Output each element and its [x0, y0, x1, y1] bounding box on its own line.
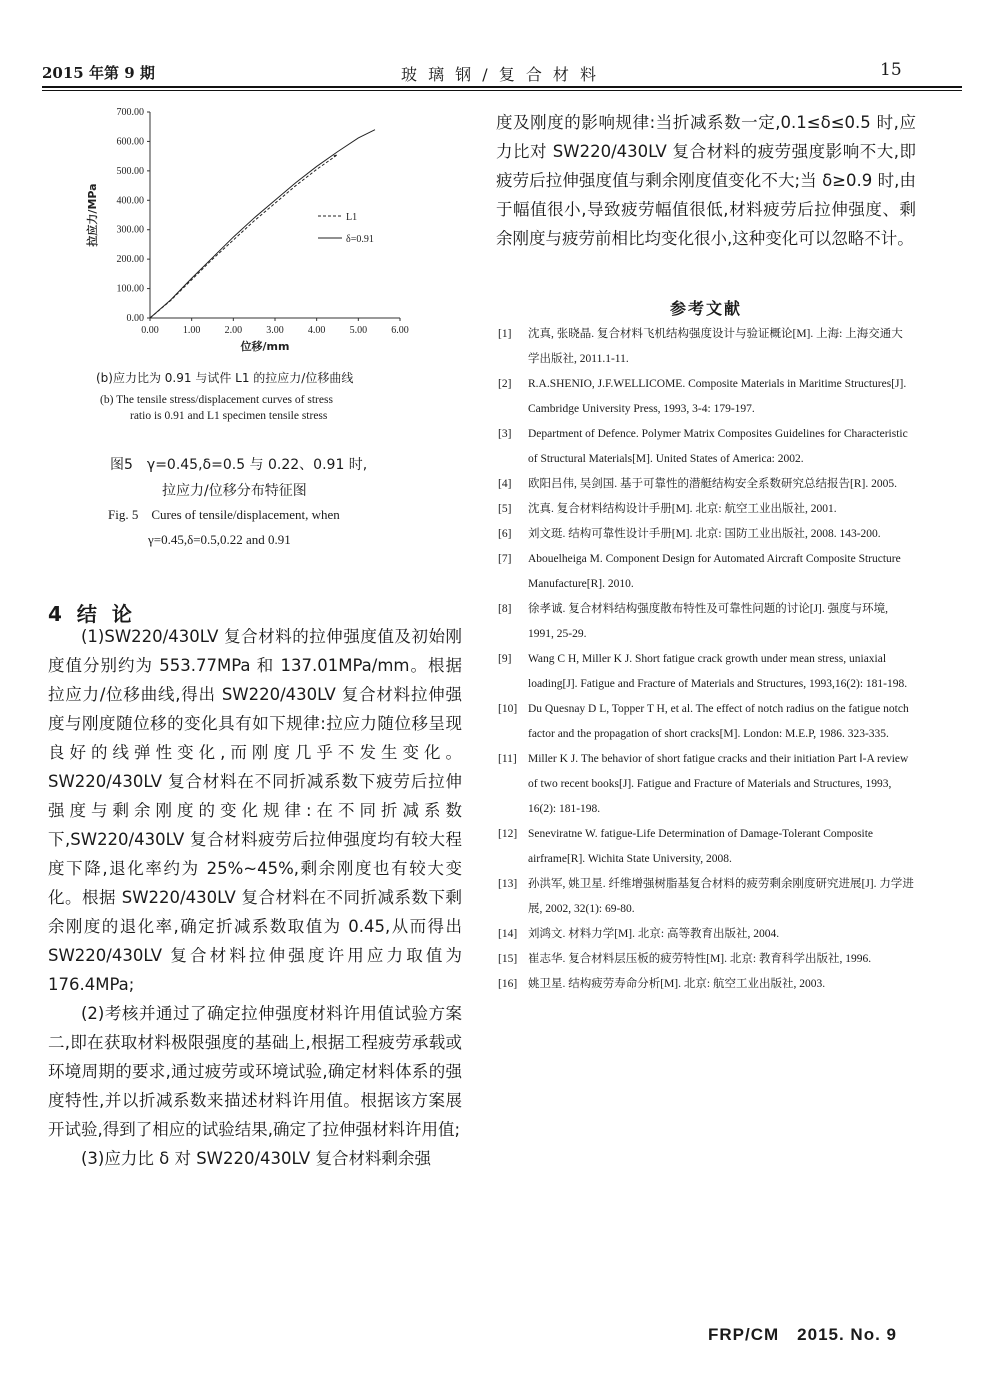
stress-displacement-chart: [80, 100, 420, 370]
reference-item: [498, 597, 914, 647]
reference-number: [1]: [498, 328, 512, 340]
y-tick-label: 300.00: [116, 224, 144, 236]
subfigure-caption-en-line2: ratio is 0.91 and L1 specimen tensile stress: [130, 410, 328, 422]
y-tick-label: 100.00: [116, 283, 144, 295]
legend-label: L1: [346, 212, 358, 223]
page-number: 15: [880, 60, 902, 80]
subfigure-caption-en: [100, 392, 430, 424]
journal-footer: FRP/CM 2015. No. 9: [708, 1325, 897, 1344]
reference-item: [498, 322, 914, 372]
x-tick-label: 2.00: [224, 325, 243, 336]
reference-item: [498, 497, 914, 522]
reference-number: [11]: [498, 753, 517, 765]
references-title: 参考文献: [669, 299, 742, 318]
reference-number: [16]: [498, 978, 518, 990]
reference-item: [498, 522, 914, 547]
figure-caption-en-line2: γ=0.45,δ=0.5,0.22 and 0.91: [148, 532, 291, 547]
series-line-l1: [150, 155, 338, 318]
reference-item: [498, 922, 914, 947]
reference-number: [13]: [498, 878, 518, 890]
conclusion-paragraph-continued: 度及刚度的影响规律:当折减系数一定,0.1≤δ≤0.5 时,应力比对 SW220/430LV 复合材料的疲劳强度影响不大,即疲劳后拉伸强度值与剩余刚度值变化不大;当 δ≥0.9 时,由于幅值很小,导致疲劳幅值很低,材料疲劳后拉伸强度、剩余刚度与疲劳前相比均变化很小,这种变化可以忽略不计。: [496, 113, 916, 248]
reference-item: [498, 972, 914, 997]
reference-text: Wang C H, Miller K J. Short fatigue crack growth under mean stress, uniaxial loading[J]. Fatigue and Fracture of Materials and Structures, 1993,16(2): 181-198.: [528, 653, 908, 690]
reference-number: [12]: [498, 828, 518, 840]
reference-list: [498, 322, 914, 997]
chart-svg: [80, 100, 420, 370]
chart-axes: [150, 112, 400, 318]
series-line-delta-091: [150, 130, 375, 318]
journal-title: 玻 璃 钢 / 复 合 材 料: [401, 65, 599, 84]
figure-caption-cn-line1: 图5 γ=0.45,δ=0.5 与 0.22、0.91 时,: [110, 457, 368, 473]
chart-series: [150, 130, 375, 318]
reference-item: [498, 372, 914, 422]
figure-caption-cn: [110, 452, 450, 504]
reference-text: Du Quesnay D L, Topper T H, et al. The effect of notch radius on the fatigue notch factor and the propagation of short cracks[M]. London: M.E.P, 1986. 323-335.: [528, 703, 909, 740]
conclusion-text: [48, 622, 462, 1173]
reference-item: [498, 747, 914, 822]
reference-number: [14]: [498, 928, 518, 940]
chart-legend: [318, 212, 374, 245]
reference-number: [3]: [498, 428, 512, 440]
reference-text: Abouelheiga M. Component Design for Automated Aircraft Composite Structure Manufacture[R]. 2010.: [528, 553, 901, 590]
x-tick-label: 4.00: [307, 325, 326, 336]
reference-number: [4]: [498, 478, 512, 490]
subfigure-caption-cn: (b)应力比为 0.91 与试件 L1 的拉应力/位移曲线: [96, 371, 354, 385]
reference-item: [498, 822, 914, 872]
reference-item: [498, 472, 914, 497]
figure-caption-en: [108, 502, 448, 552]
reference-text: 崔志华. 复合材料层压板的疲劳特性[M]. 北京: 教育科学出版社, 1996.: [528, 953, 872, 965]
reference-item: [498, 422, 914, 472]
figure-caption-en-line1: Fig. 5 Cures of tensile/displacement, when: [108, 507, 340, 522]
reference-item: [498, 547, 914, 597]
chart-ticks: [117, 107, 409, 336]
reference-number: [7]: [498, 553, 512, 565]
subfigure-caption-en-line1: (b) The tensile stress/displacement curves of stress: [100, 394, 333, 406]
reference-text: 孙洪军, 姚卫星. 纤维增强树脂基复合材料的疲劳剩余刚度研究进展[J]. 力学进展, 2002, 32(1): 69-80.: [528, 878, 914, 915]
y-tick-label: 600.00: [116, 136, 144, 148]
x-axis-label: 位移/mm: [240, 340, 290, 353]
reference-text: 刘文珽. 结构可靠性设计手册[M]. 北京: 国防工业出版社, 2008. 143-200.: [528, 528, 881, 540]
conclusion-paragraph-1: (1)SW220/430LV 复合材料的拉伸强度值及初始刚度值分别约为 553.77MPa 和 137.01MPa/mm。根据拉应力/位移曲线,得出 SW220/430LV 复合材料拉伸强度与刚度随位移的变化具有如下规律:拉应力随位移呈现良好的线弹性变化,而刚度几乎不发生变化。SW220/430LV 复合材料在不同折减系数下疲劳后拉伸强度与剩余刚度的变化规律:在不同折减系数下,SW220/430LV 复合材料疲劳后拉伸强度均有较大程度下降,退化率约为 25%~45%,剩余刚度也有较大变化。根据 SW220/430LV 复合材料在不同折减系数下剩余刚度的退化率,确定折减系数取值为 0.45,从而得出 SW220/430LV 复合材料拉伸强度许用应力取值为 176.4MPa;: [48, 627, 462, 994]
y-tick-label: 400.00: [116, 195, 144, 207]
reference-text: 沈真, 张晓晶. 复合材料飞机结构强度设计与验证概论[M]. 上海: 上海交通大学出版社, 2011.1-11.: [528, 328, 903, 365]
reference-text: Department of Defence. Polymer Matrix Composites Guidelines for Characteristic of Structural Materials[M]. United States of America: 2002.: [528, 428, 908, 465]
conclusion-paragraph-3: (3)应力比 δ 对 SW220/430LV 复合材料剩余强: [81, 1149, 431, 1168]
conclusion-continued: [496, 108, 916, 253]
reference-text: 姚卫星. 结构疲劳寿命分析[M]. 北京: 航空工业出版社, 2003.: [528, 978, 826, 990]
x-tick-label: 5.00: [349, 325, 368, 336]
reference-number: [8]: [498, 603, 512, 615]
reference-number: [5]: [498, 503, 512, 515]
section-title: 4 结 论: [48, 602, 136, 626]
x-tick-label: 6.00: [391, 325, 409, 336]
reference-item: [498, 647, 914, 697]
reference-item: [498, 947, 914, 972]
reference-number: [6]: [498, 528, 512, 540]
figure-caption-cn-line2: 拉应力/位移分布特征图: [162, 483, 307, 499]
y-tick-label: 500.00: [116, 165, 144, 177]
y-axis-label: 拉应力/MPa: [86, 183, 99, 247]
header-rule-thin: [42, 90, 962, 91]
reference-number: [10]: [498, 703, 518, 715]
x-tick-label: 1.00: [182, 325, 201, 336]
reference-text: R.A.SHENIO, J.F.WELLICOME. Composite Materials in Maritime Structures[J]. Cambridge University Press, 1993, 3-4: 179-197.: [528, 378, 907, 415]
reference-number: [15]: [498, 953, 518, 965]
reference-number: [2]: [498, 378, 512, 390]
reference-text: 欧阳吕伟, 吴剑国. 基于可靠性的潜艇结构安全系数研究总结报告[R]. 2005.: [528, 478, 897, 490]
reference-item: [498, 697, 914, 747]
reference-item: [498, 872, 914, 922]
y-tick-label: 0.00: [126, 313, 144, 324]
y-tick-label: 200.00: [116, 254, 144, 266]
reference-text: 刘鸿文. 材料力学[M]. 北京: 高等教育出版社, 2004.: [528, 928, 780, 940]
conclusion-paragraph-2: (2)考核并通过了确定拉伸强度材料许用值试验方案二,即在获取材料极限强度的基础上,根据工程疲劳承载或环境周期的要求,通过疲劳或环境试验,确定材料体系的强度特性,并以折减系数来描述材料许用值。根据该方案展开试验,得到了相应的试验结果,确定了拉伸强材料许用值;: [48, 1004, 462, 1139]
legend-label: δ=0.91: [346, 234, 374, 245]
reference-text: Seneviratne W. fatigue-Life Determination of Damage-Tolerant Composite airframe[R]. Wichita State University, 2008.: [528, 828, 874, 865]
journal-issue: 2015 年第 9 期: [42, 64, 155, 82]
y-tick-label: 700.00: [116, 107, 144, 118]
reference-text: 沈真. 复合材料结构设计手册[M]. 北京: 航空工业出版社, 2001.: [528, 503, 837, 515]
x-tick-label: 0.00: [141, 325, 159, 336]
reference-text: 徐孝诚. 复合材料结构强度散布特性及可靠性问题的讨论[J]. 强度与环境, 1991, 25-29.: [528, 603, 889, 640]
header-rule: [42, 86, 962, 88]
reference-number: [9]: [498, 653, 512, 665]
x-tick-label: 3.00: [266, 325, 284, 336]
reference-text: Miller K J. The behavior of short fatigue cracks and their initiation Part Ⅰ-A review of two recent books[J]. Fatigue and Fracture of Materials and Structures, 1993, 16(2): 181-198.: [528, 753, 909, 815]
